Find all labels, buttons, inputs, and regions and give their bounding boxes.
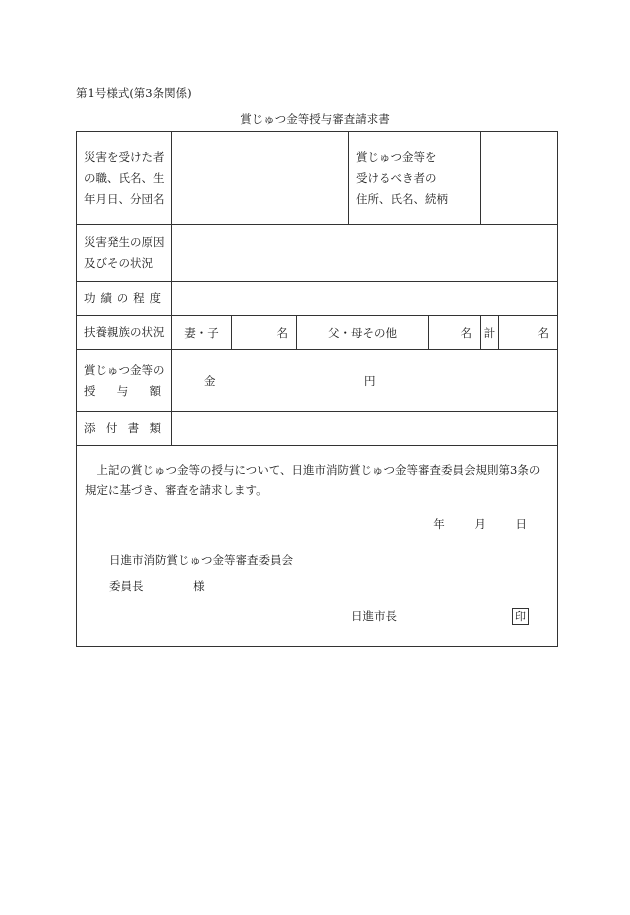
merit-field[interactable]: [172, 282, 558, 316]
form-title: 賞じゅつ金等授与審査請求書: [240, 112, 390, 126]
person-unit: 名: [537, 325, 550, 340]
label-char: 類: [149, 421, 161, 435]
parents-other-label: 父・母その他: [297, 316, 429, 350]
date-line: [85, 514, 549, 534]
victim-info-label: 災害を受けた者 の職、氏名、生 年月日、分団名: [77, 132, 172, 225]
cause-field[interactable]: [172, 225, 558, 282]
label-char: 書: [127, 421, 140, 435]
label-char: 額: [149, 383, 161, 398]
date-month: 月: [474, 517, 486, 531]
amount-field[interactable]: [172, 350, 558, 412]
amount-row: [77, 350, 558, 412]
label-char: の: [116, 291, 129, 305]
spread-label: [84, 418, 171, 439]
recipient-info-label: 賞じゅつ金等を 受けるべき者の 住所、氏名、続柄: [349, 132, 481, 225]
victim-recipient-row: [77, 132, 558, 225]
victim-info-field[interactable]: [172, 132, 349, 225]
form-number: 第1号様式(第3条関係): [76, 86, 192, 100]
person-unit: 名: [276, 325, 288, 340]
dependents-label: 扶養親族の状況: [77, 316, 172, 350]
cause-row: [77, 225, 558, 282]
merit-label: [77, 282, 172, 316]
honorific: 様: [193, 579, 205, 593]
declaration-section: [77, 446, 558, 647]
label-char: 与: [116, 383, 129, 398]
spread-label: [84, 381, 171, 402]
person-unit: 名: [460, 325, 473, 340]
attachments-field[interactable]: [172, 412, 558, 446]
attachments-label: [77, 412, 172, 446]
attachments-row: [77, 412, 558, 446]
chair-title: 委員長: [109, 579, 144, 593]
seal-mark: 印: [512, 608, 529, 625]
cause-label: 災害発生の原因 及びその状況: [77, 225, 172, 282]
spread-label: [84, 288, 171, 309]
label-char: 付: [105, 421, 118, 435]
label-char: 授: [84, 383, 96, 398]
application-form-table: [76, 131, 558, 647]
total-label: 計: [481, 316, 499, 350]
label-char: 度: [149, 291, 161, 305]
spouse-child-count-field[interactable]: [232, 316, 297, 350]
spouse-child-label: 妻・子: [172, 316, 232, 350]
addressee-block: [85, 550, 549, 596]
date-year: 年: [433, 517, 445, 531]
amount-unit: 円: [364, 373, 376, 388]
date-day: 日: [515, 517, 528, 531]
merit-row: [77, 282, 558, 316]
amount-label: 賞じゅつ金等の 授 与 額: [77, 350, 172, 412]
label-char: 功: [84, 291, 96, 305]
recipient-info-field[interactable]: [481, 132, 558, 225]
declaration-row: [77, 446, 558, 647]
label-char: 添: [84, 421, 96, 435]
committee-name: 日進市消防賞じゅつ金等審査委員会: [109, 553, 293, 567]
mayor-title: 日進市長: [351, 609, 398, 623]
dependents-row: [77, 316, 558, 350]
label-char: 績: [100, 291, 112, 305]
declaration-text: 上記の賞じゅつ金等の授与について、日進市消防賞じゅつ金等審査委員会規則第3条の規定に基づき、審査を請求します。: [85, 463, 541, 497]
amount-prefix: 金: [204, 373, 216, 388]
parents-other-count-field[interactable]: [429, 316, 481, 350]
total-count-field[interactable]: [499, 316, 558, 350]
label-char: 程: [133, 291, 145, 305]
mayor-signature-line: [85, 606, 549, 626]
